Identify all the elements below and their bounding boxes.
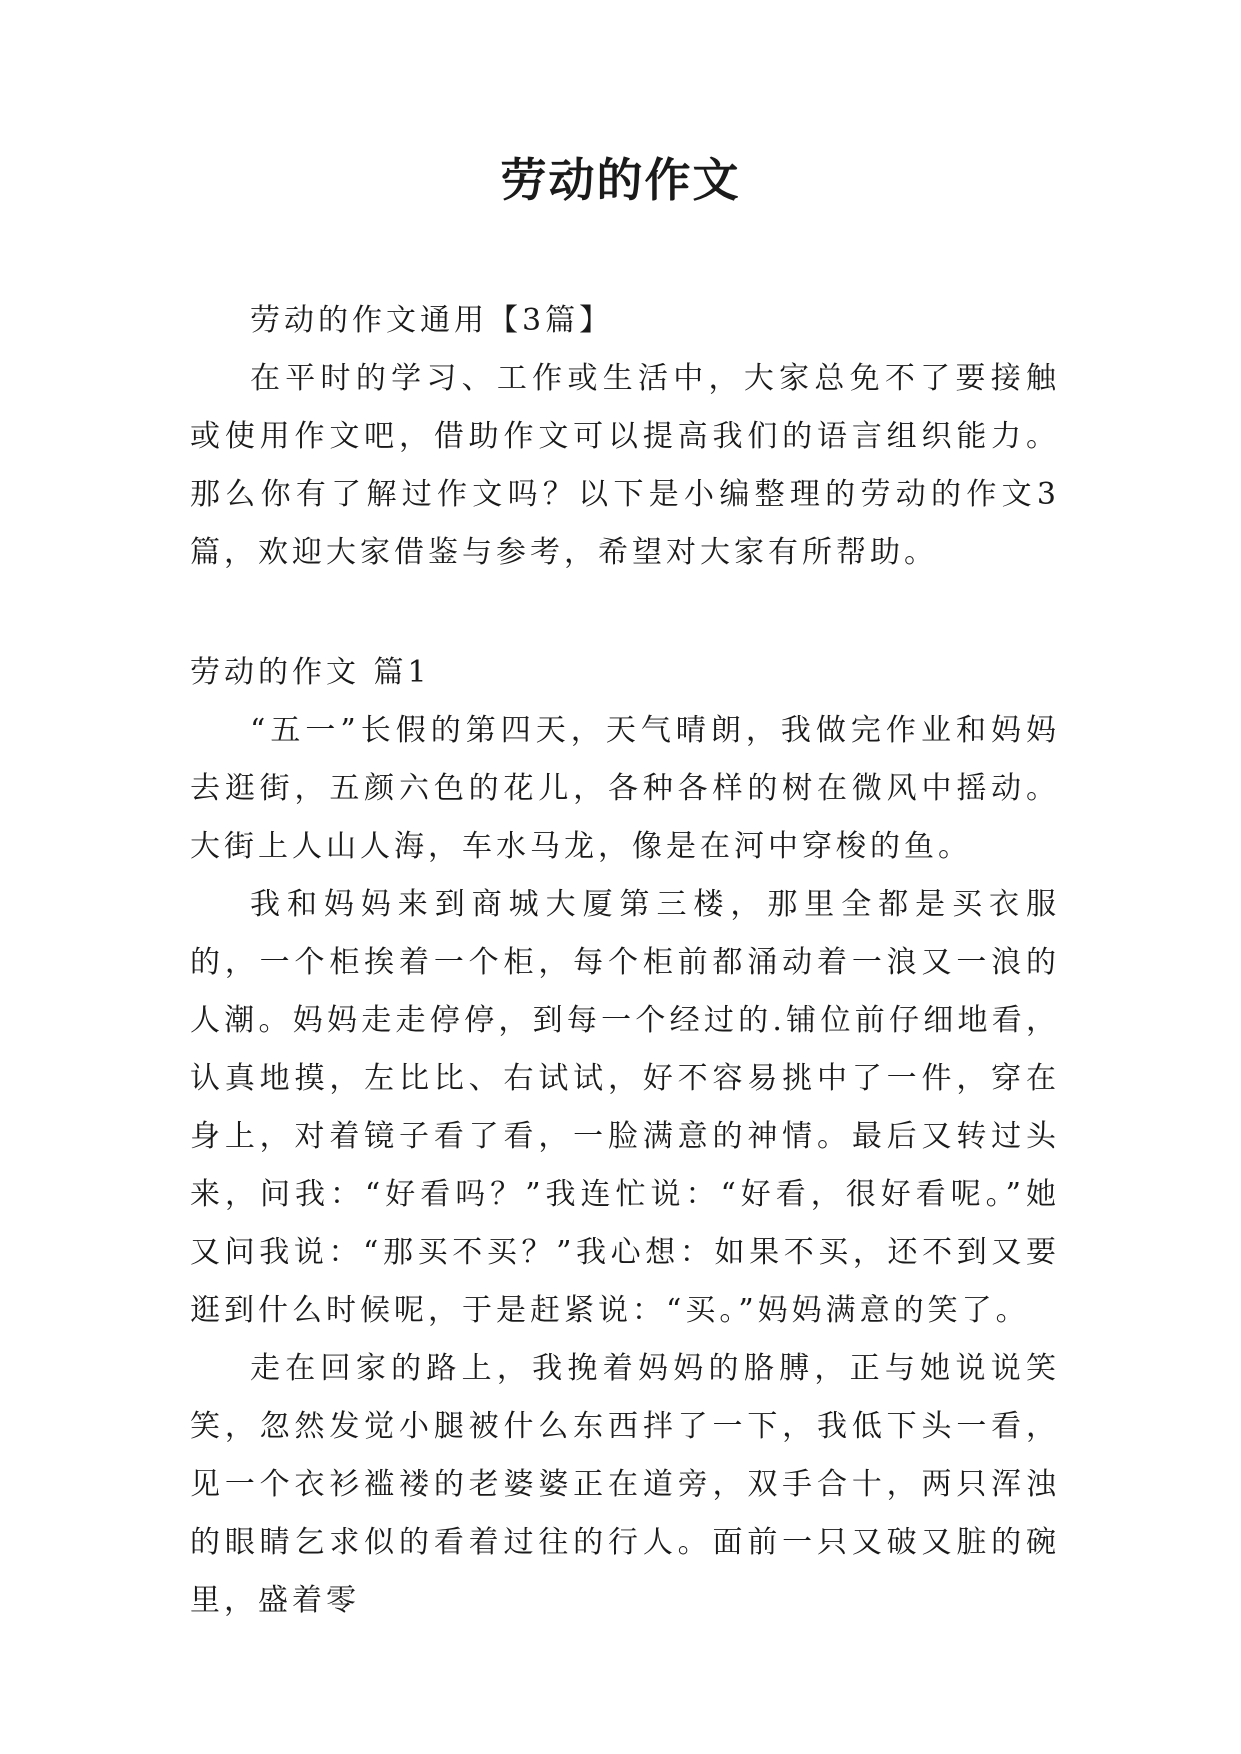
essay-paragraph: “五一”长假的第四天，天气晴朗，我做完作业和妈妈去逛街，五颜六色的花儿，各种各样的树在微风中摇动。大街上人山人海，车水马龙，像是在河中穿梭的鱼。: [190, 713, 1060, 864]
essay-paragraph: 走在回家的路上，我挽着妈妈的胳膊，正与她说说笑笑，忽然发觉小腿被什么东西拌了一下，我低下头一看，见一个衣衫褴褛的老婆婆正在道旁，双手合十，两只浑浊的眼睛乞求似的看着过往的行人。面前一只又破又脏的碗里，盛着零: [190, 1351, 1060, 1618]
essay-paragraph: 我和妈妈来到商城大厦第三楼，那里全都是买衣服的，一个柜挨着一个柜，每个柜前都涌动着一浪又一浪的人潮。妈妈走走停停，到每一个经过的.铺位前仔细地看，认真地摸，左比比、右试试，好不容易挑中了一件，穿在身上，对着镜子看了看，一脸满意的神情。最后又转过头来，问我：“好看吗？”我连忙说：“好看，很好看呢。”她又问我说：“那买不买？”我心想：如果不买，还不到又要逛到什么时候呢，于是赶紧说：“买。”妈妈满意的笑了。: [190, 887, 1060, 1328]
document-title: 劳动的作文: [500, 153, 741, 207]
section-heading: 劳动的作文 篇1: [190, 655, 431, 690]
intro-block: [190, 292, 1060, 582]
essay-section-1: [190, 644, 1060, 1630]
intro-paragraph: 在平时的学习、工作或生活中，大家总免不了要接触或使用作文吧，借助作文可以提高我们的语言组织能力。那么你有了解过作文吗？以下是小编整理的劳动的作文3篇，欢迎大家借鉴与参考，希望对大家有所帮助。: [190, 361, 1060, 570]
document-subtitle: 劳动的作文通用【3篇】: [250, 303, 614, 338]
